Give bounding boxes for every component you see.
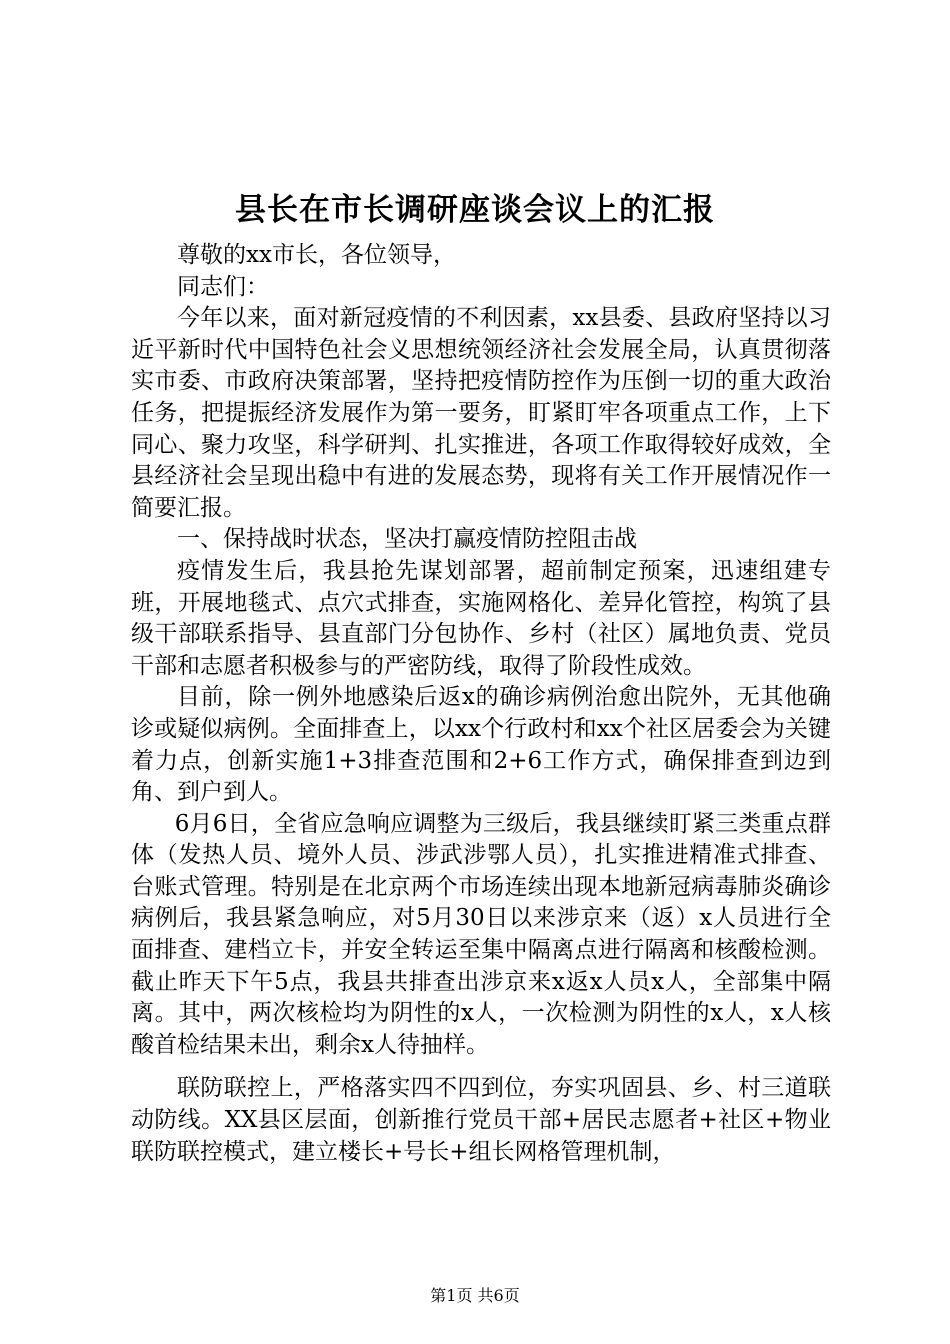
- salutation-line: 同志们：: [177, 273, 269, 300]
- body-paragraph: 今年以来，面对新冠疫情的不利因素，xx县委、县政府坚持以习近平新时代中国特色社会义思想统领经济社会发展全局，认真贯彻落实市委、市政府决策部署，坚持把疫情防控作为压倒一切的重大政治任务，把提振经济发展作为第一要务，盯紧盯牢各项重点工作，上下同心、聚力攻坚，科学研判、扎实推进，各项工作取得较好成效，全县经济社会呈现出稳中有进的发展态势，现将有关工作开展情况作一简要汇报。: [131, 305, 831, 521]
- section-heading: 一、保持战时状态，坚决打赢疫情防控阻击战: [177, 526, 637, 553]
- body-paragraph: 疫情发生后，我县抢先谋划部署，超前制定预案，迅速组建专班，开展地毯式、点穴式排查，实施网格化、差异化管控，构筑了县级干部联系指导、县直部门分包协作、乡村（社区）属地负责、党员干部和志愿者积极参与的严密防线，取得了阶段性成效。: [131, 557, 831, 679]
- document-title: 县长在市长调研座谈会议上的汇报: [235, 192, 715, 228]
- document-body: [131, 240, 831, 1168]
- body-paragraph: 联防联控上，严格落实四不四到位，夯实巩固县、乡、村三道联动防线。XX县区层面，创新推行党员干部+居民志愿者+社区+物业联防联控模式，建立楼长+号长+组长网格管理机制，: [131, 1075, 831, 1165]
- body-paragraph: 目前，除一例外地感染后返x的确诊病例治愈出院外，无其他确诊或疑似病例。全面排查上，以xx个行政村和xx个社区居委会为关键着力点，创新实施1+3排查范围和2+6工作方式，确保排查到边到角、到户到人。: [131, 684, 831, 806]
- page-footer: 第1页 共6页: [430, 1286, 520, 1305]
- salutation-line: 尊敬的xx市长，各位领导，: [177, 242, 456, 268]
- body-paragraph: 6月6日，全省应急响应调整为三级后，我县继续盯紧三类重点群体（发热人员、境外人员、涉武涉鄂人员），扎实推进精准式排查、台账式管理。特别是在北京两个市场连续出现本地新冠病毒肺炎确诊病例后，我县紧急响应，对5月30日以来涉京来（返）x人员进行全面排查、建档立卡，并安全转运至集中隔离点进行隔离和核酸检测。截止昨天下午5点，我县共排查出涉京来x返x人员x人，全部集中隔离。其中，两次核检均为阴性的x人，一次检测为阴性的x人，x人核酸首检结果未出，剩余x人待抽样。: [131, 810, 831, 1058]
